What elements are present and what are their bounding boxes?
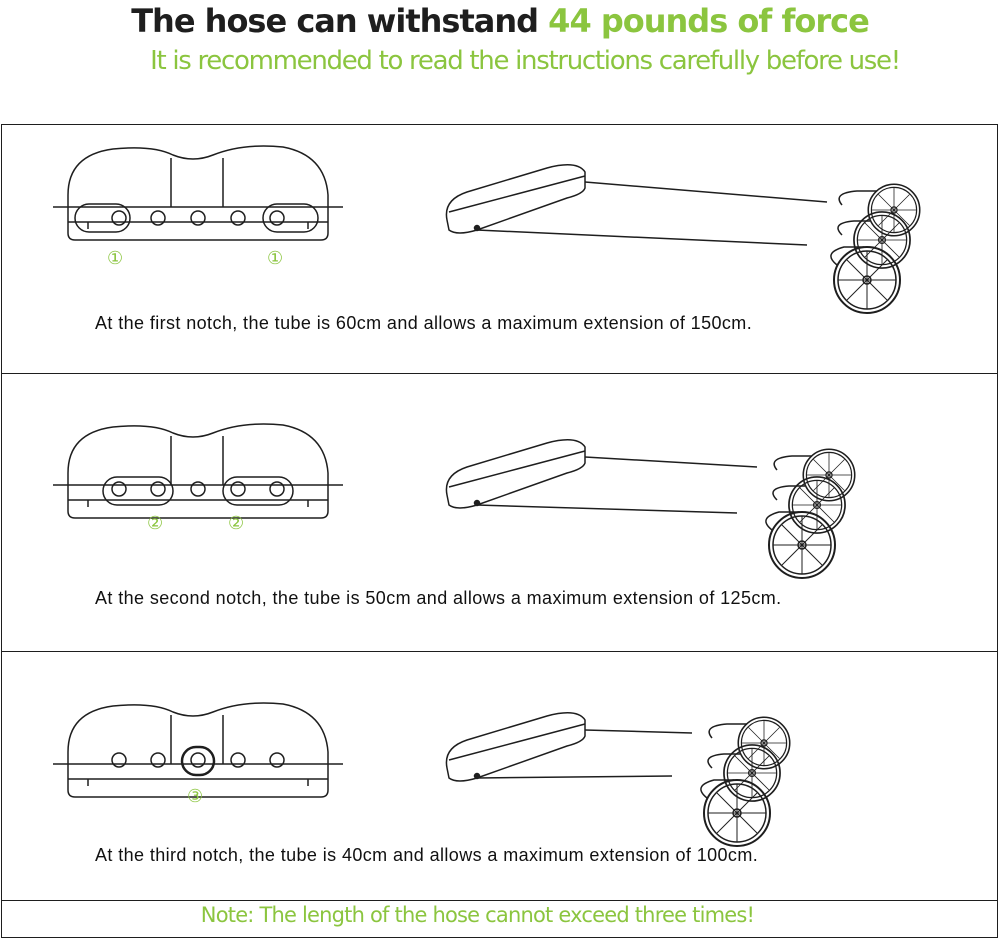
notch-board-diagram xyxy=(53,424,343,518)
ab-roller-with-hose-diagram xyxy=(446,165,919,313)
notch-marker-1-right: ① xyxy=(267,248,284,269)
notch-board-diagram xyxy=(53,703,343,797)
caption-third-notch: At the third notch, the tube is 40cm and allows a maximum extension of 100cm. xyxy=(95,845,759,865)
title-main: The hose can withstand xyxy=(131,2,539,40)
footer-note: Note: The length of the hose cannot exceed three times! xyxy=(200,903,755,927)
notch-board-diagram xyxy=(53,146,343,240)
notch-marker-3: ③ xyxy=(187,786,204,807)
title-accent: 44 pounds of force xyxy=(548,2,869,40)
page-subtitle: It is recommended to read the instructions carefully before use! xyxy=(150,46,900,76)
ab-roller-with-hose-diagram xyxy=(446,713,789,846)
caption-second-notch: At the second notch, the tube is 50cm and allows a maximum extension of 125cm. xyxy=(95,588,782,608)
notch-marker-2-right: ② xyxy=(228,513,245,534)
notch-marker-2-left: ② xyxy=(147,513,164,534)
ab-roller-with-hose-diagram xyxy=(446,440,854,578)
caption-first-notch: At the first notch, the tube is 60cm and allows a maximum extension of 150cm. xyxy=(95,313,753,333)
notch-marker-1-left: ① xyxy=(107,248,124,269)
